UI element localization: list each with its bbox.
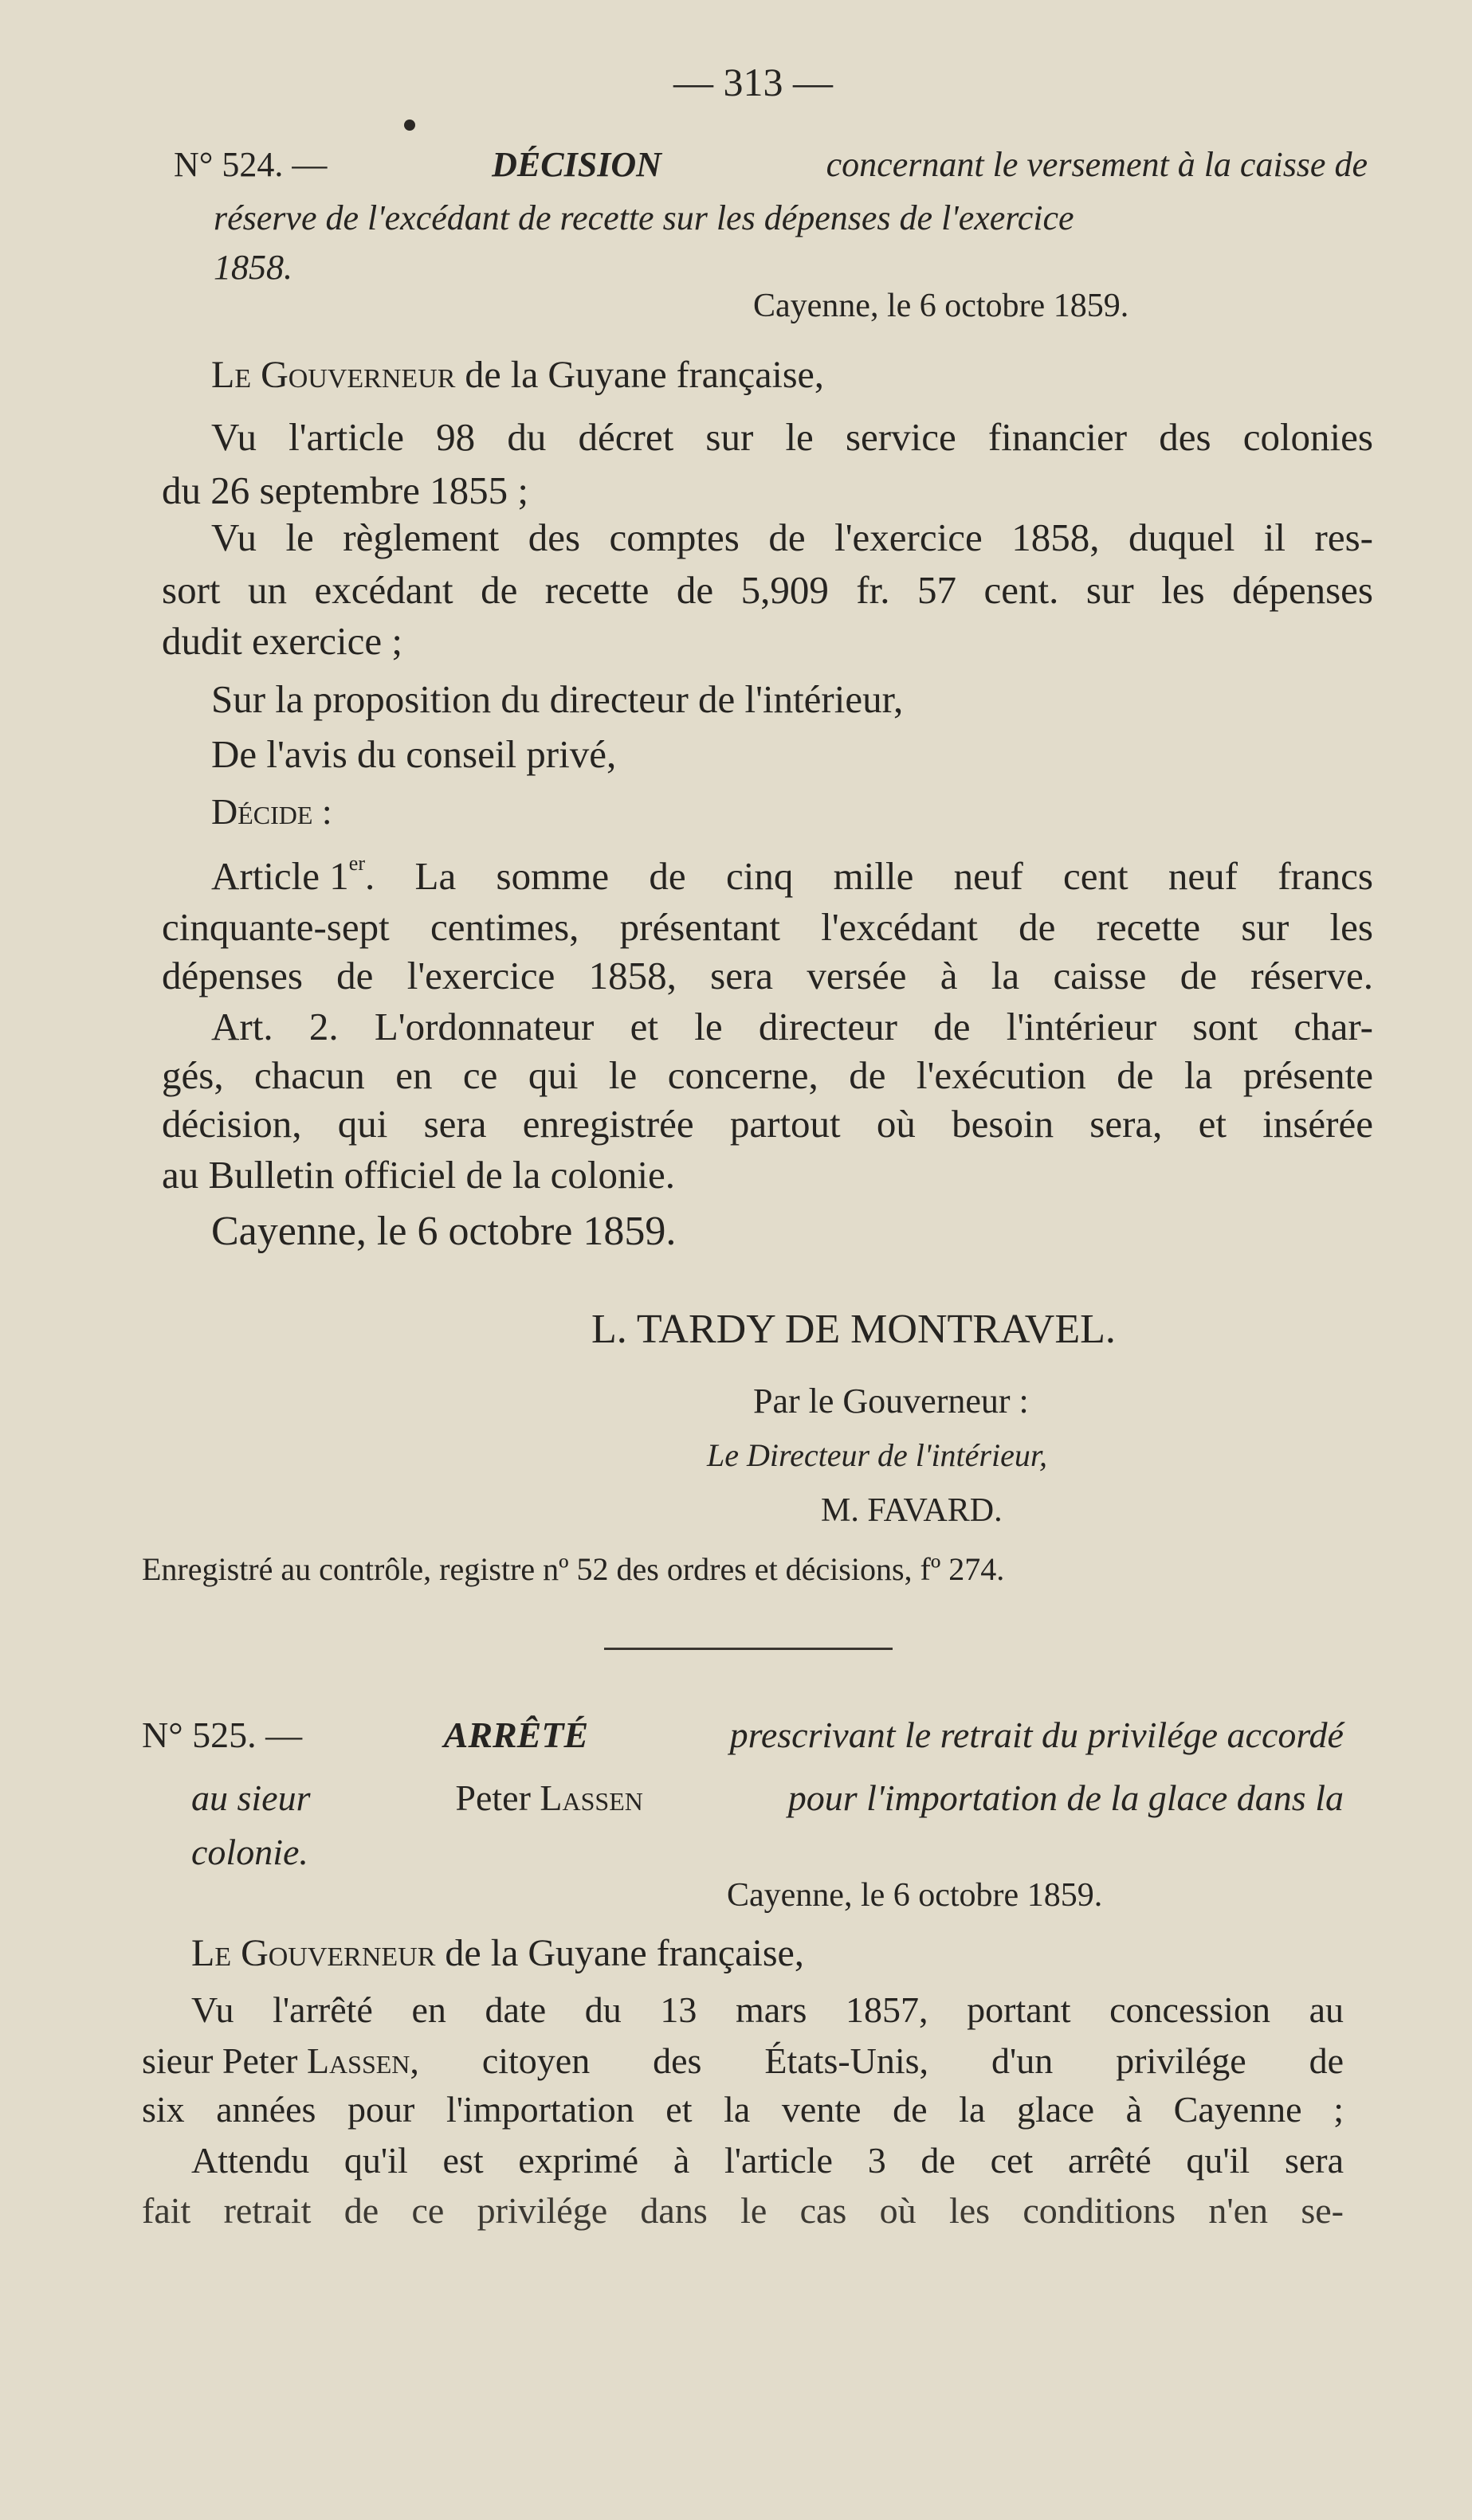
- decision-524-article-1: [211, 852, 1373, 898]
- arrete-525-subject-text: pour l'importation de la glace dans la: [787, 1777, 1344, 1818]
- decision-524-subject-2: réserve de l'excédant de recette sur les dépenses de l'exercice: [214, 198, 1074, 237]
- decision-524-text: cinquante-sept centimes, présentant l'excédant de recette sur les: [162, 905, 1373, 949]
- governor-title: Le Gouverneur: [191, 1932, 436, 1974]
- arrete-525-line: [142, 2040, 1344, 2081]
- decision-524-decide: Décide :: [211, 791, 332, 832]
- decision-524-closing-date: Cayenne, le 6 octobre 1859.: [211, 1209, 677, 1254]
- decision-524-line: [162, 1102, 1373, 1146]
- decision-524-line: [211, 417, 1373, 457]
- decision-524-number: N° 524. —: [174, 145, 328, 184]
- arrete-525-subject-text: au sieur: [191, 1777, 311, 1818]
- decision-524-heading: DÉCISION: [492, 145, 661, 184]
- arrete-525-text: , citoyen des États-Unis, d'un privilége de: [410, 2040, 1344, 2081]
- signature-governor: L. TARDY DE MONTRAVEL.: [591, 1307, 1116, 1352]
- signature-by-governor: Par le Gouverneur :: [753, 1381, 1029, 1421]
- page-number: — 313 —: [673, 60, 833, 104]
- arrete-525-number: N° 525. —: [142, 1715, 303, 1755]
- arrete-525-line: [142, 2091, 1344, 2128]
- governor-territory: de la Guyane française,: [465, 354, 824, 396]
- arrete-525-text: Attendu qu'il est exprimé à l'article 3 de cet arrêté qu'il sera: [191, 2140, 1344, 2181]
- arrete-525-text: six années pour l'importation et la vente de la glace à Cayenne ;: [142, 2089, 1344, 2130]
- decision-524-text: Art. 2. L'ordonnateur et le directeur de l'intérieur sont char-: [211, 1005, 1373, 1048]
- person-name: Lassen: [306, 2040, 410, 2081]
- arrete-525-line: [191, 2142, 1344, 2179]
- arrete-525-line: [191, 1989, 1344, 2030]
- arrete-525-dateline: Cayenne, le 6 octobre 1859.: [727, 1877, 1103, 1914]
- article-text: . La somme de cinq mille neuf cent neuf francs: [365, 854, 1373, 898]
- decision-524-line: [211, 515, 1373, 559]
- decision-524-line: Sur la proposition du directeur de l'intérieur,: [211, 677, 904, 721]
- decision-524-text: Vu l'article 98 du décret sur le service financier des colonies: [211, 415, 1373, 459]
- article-label: Article 1: [211, 854, 349, 898]
- signature-role: Le Directeur de l'intérieur,: [707, 1437, 1047, 1473]
- decision-524-line: De l'avis du conseil privé,: [211, 732, 617, 776]
- decision-524-line: [211, 1007, 1373, 1046]
- arrete-525-text: sieur Peter: [142, 2040, 298, 2081]
- decision-524-line: du 26 septembre 1855 ;: [162, 468, 528, 512]
- governor-title: Le Gouverneur: [211, 354, 456, 396]
- arrete-525-person: Peter Lassen: [455, 1777, 643, 1818]
- arrete-525-heading: ARRÊTÉ: [443, 1715, 589, 1755]
- arrete-525-title-line-1: [142, 1717, 1344, 1754]
- decision-524-text: gés, chacun en ce qui le concerne, de l'exécution de la présente: [162, 1053, 1373, 1097]
- arrete-525-subject-3: colonie.: [191, 1832, 308, 1872]
- decision-524-text: sort un excédant de recette de 5,909 fr. 57 cent. sur les dépenses: [162, 568, 1373, 612]
- decision-524-governor-line: [211, 356, 824, 394]
- article-superscript: er: [348, 852, 365, 875]
- section-divider: [604, 1648, 893, 1650]
- decision-524-title-line-1: [174, 147, 1368, 182]
- decision-524-subject-3: 1858.: [214, 248, 292, 287]
- governor-territory: de la Guyane française,: [445, 1932, 804, 1974]
- decision-524-line: dudit exercice ;: [162, 619, 403, 663]
- arrete-525-governor-line: [191, 1934, 804, 1973]
- arrete-525-text: fait retrait de ce privilége dans le cas où les conditions n'en se-: [142, 2190, 1344, 2231]
- signature-director: M. FAVARD.: [821, 1492, 1003, 1529]
- ink-dot: [404, 120, 415, 131]
- arrete-525-subject-1: prescrivant le retrait du privilége accordé: [729, 1715, 1344, 1755]
- decision-524-line: [162, 568, 1373, 612]
- decision-524-line: [162, 956, 1373, 995]
- decision-524-text: décision, qui sera enregistrée partout où besoin sera, et insérée: [162, 1102, 1373, 1146]
- decision-524-dateline: Cayenne, le 6 octobre 1859.: [753, 288, 1129, 324]
- decision-524-line: au Bulletin officiel de la colonie.: [162, 1153, 676, 1197]
- decision-524-line: [162, 1053, 1373, 1097]
- decision-524-text: dépenses de l'exercice 1858, sera versée à la caisse de réserve.: [162, 954, 1373, 997]
- decision-524-subject-1: concernant le versement à la caisse de: [826, 145, 1368, 184]
- arrete-525-subject-2: [191, 1777, 1344, 1818]
- arrete-525-text: Vu l'arrêté en date du 13 mars 1857, portant concession au: [191, 1989, 1344, 2030]
- registration-note: Enregistré au contrôle, registre nº 52 des ordres et décisions, fº 274.: [142, 1551, 1005, 1587]
- arrete-525-line: [142, 2190, 1344, 2231]
- decision-524-text: Vu le règlement des comptes de l'exercice 1858, duquel il res-: [211, 515, 1373, 559]
- decision-524-line: [162, 905, 1373, 949]
